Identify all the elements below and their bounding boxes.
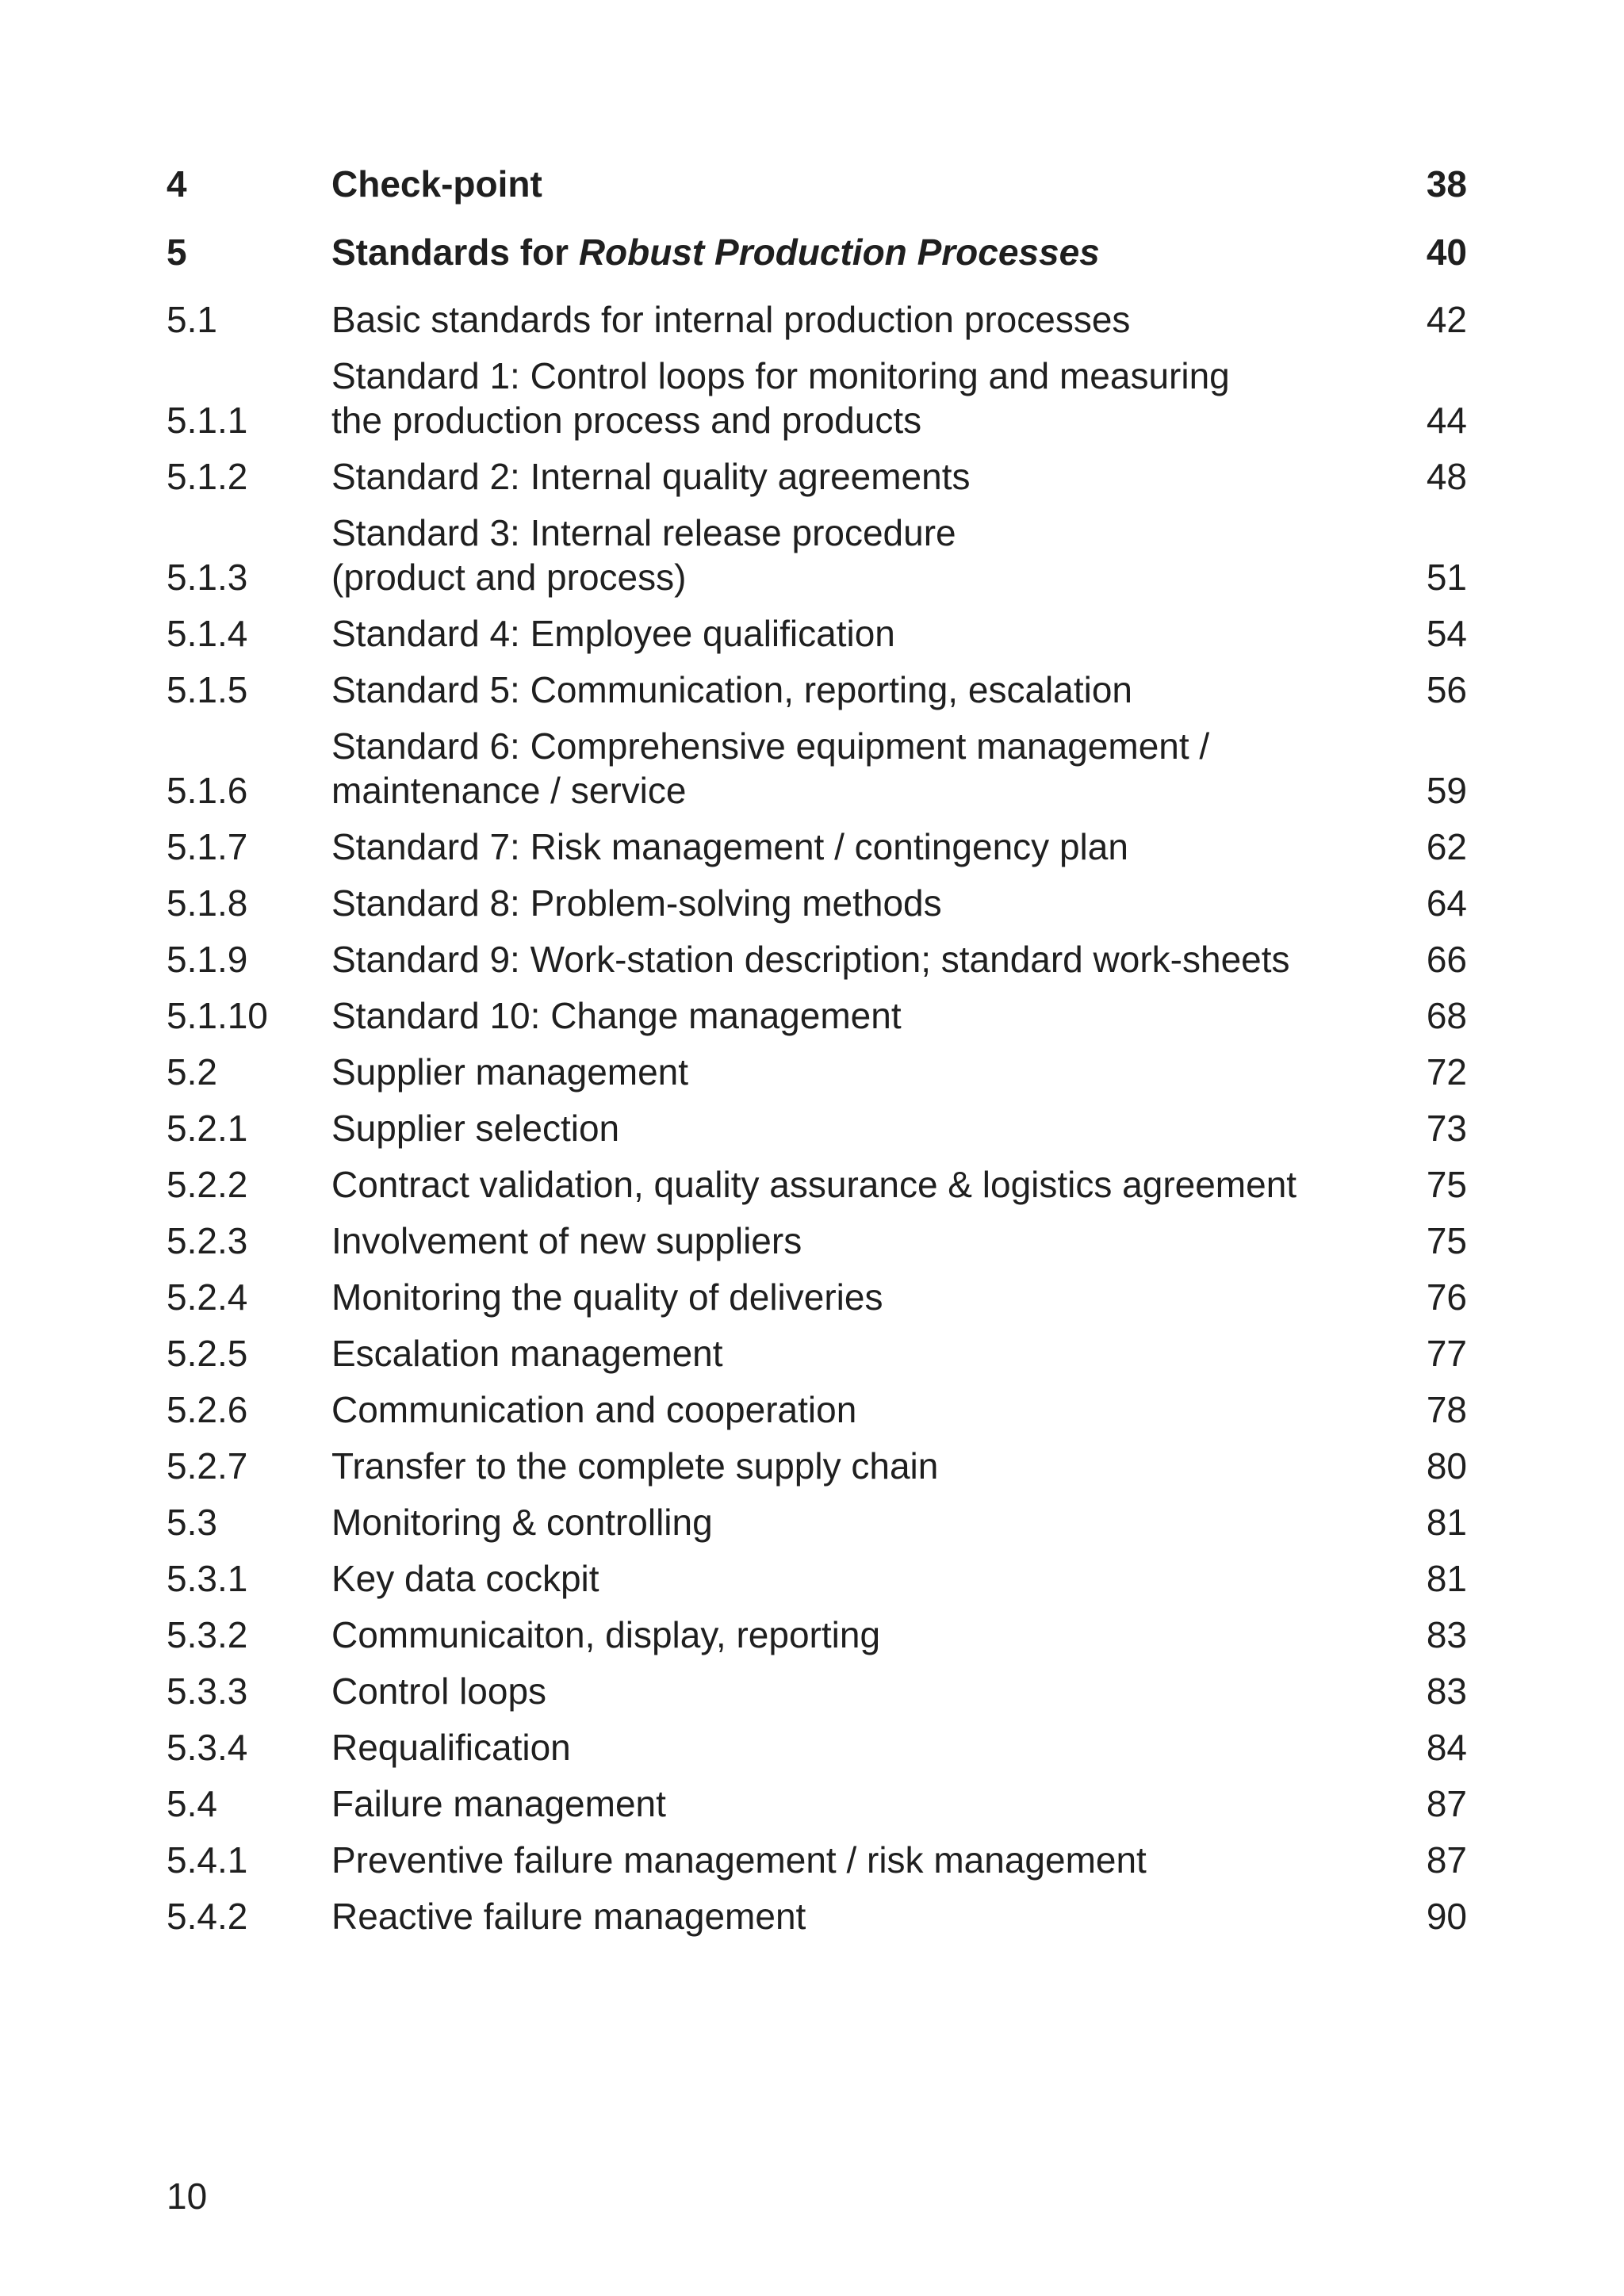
toc-entry-title-emphasis: Robust Production Processes (578, 232, 1100, 273)
toc-entry (167, 1162, 1467, 1207)
toc-entry-title (331, 881, 1380, 925)
toc-entry-page: 78 (1426, 1389, 1467, 1430)
toc-entry-title-line: maintenance / service (331, 770, 687, 811)
toc-entry-page: 38 (1426, 163, 1467, 205)
toc-entry-title (331, 993, 1380, 1038)
toc-entry-title (331, 1894, 1380, 1938)
toc-entry (167, 1669, 1467, 1713)
toc-entry-title-line: Standard 7: Risk management / contingency plan (331, 826, 1128, 867)
toc-entry-number: 5.2.5 (167, 1333, 248, 1374)
toc-entry-title-line: Supplier management (331, 1051, 689, 1093)
toc-entry-number: 5.1.9 (167, 939, 248, 980)
toc-entry (167, 1838, 1467, 1882)
toc-entry-title-line: Failure management (331, 1783, 666, 1824)
toc-entry-title-line: Monitoring the quality of deliveries (331, 1276, 883, 1318)
toc-entry-page: 72 (1426, 1051, 1467, 1093)
toc-entry-page: 75 (1426, 1220, 1467, 1261)
toc-entry-title (331, 1669, 1380, 1713)
toc-entry-title-line: Standard 4: Employee qualification (331, 613, 895, 654)
toc-entry-title-line: Monitoring & controlling (331, 1502, 713, 1543)
toc-entry (167, 1050, 1467, 1094)
toc-entry-page: 80 (1426, 1445, 1467, 1487)
toc-entry-number: 5.1.5 (167, 669, 248, 710)
toc-entry (167, 937, 1467, 982)
toc-entry-title (331, 724, 1380, 813)
toc-entry-title-line: Check-point (331, 163, 542, 205)
toc-entry-number: 5.2.3 (167, 1220, 248, 1261)
toc-entry-title-line: Contract validation, quality assurance & logistics agreement (331, 1164, 1297, 1205)
toc-entry-number: 5.4.2 (167, 1896, 248, 1937)
toc-entry-title-line: Preventive failure management / risk management (331, 1839, 1147, 1881)
toc-entry-number: 5.1.7 (167, 826, 248, 867)
toc-entry-page: 44 (1426, 400, 1467, 441)
toc-entry-title (331, 454, 1380, 499)
toc-entry-title (331, 1838, 1380, 1882)
toc-entry-number: 5.3.4 (167, 1727, 248, 1768)
toc-entry-title (331, 1781, 1380, 1826)
toc-entry (167, 1444, 1467, 1488)
toc-entry-title-line: Standard 1: Control loops for monitoring and measuring (331, 355, 1230, 396)
toc-entry (167, 993, 1467, 1038)
toc-entry (167, 1556, 1467, 1601)
toc-entry-page: 56 (1426, 669, 1467, 710)
table-of-contents (167, 162, 1467, 1950)
toc-entry-number: 5.2.4 (167, 1276, 248, 1318)
toc-entry-title-line: Communicaiton, display, reporting (331, 1614, 881, 1655)
toc-entry-title-line: Key data cockpit (331, 1558, 599, 1599)
toc-entry (167, 1781, 1467, 1826)
toc-entry (167, 1500, 1467, 1544)
toc-entry (167, 1331, 1467, 1376)
toc-entry-title (331, 1219, 1380, 1263)
toc-entry-number: 4 (167, 163, 187, 205)
toc-entry-number: 5.3 (167, 1502, 217, 1543)
toc-entry-title (331, 1500, 1380, 1544)
toc-entry-title-line: Transfer to the complete supply chain (331, 1445, 939, 1487)
toc-entry-number: 5.1.4 (167, 613, 248, 654)
toc-entry (167, 230, 1467, 274)
toc-entry (167, 511, 1467, 599)
toc-entry-number: 5.3.1 (167, 1558, 248, 1599)
toc-entry-number: 5.3.2 (167, 1614, 248, 1655)
toc-entry-page: 83 (1426, 1670, 1467, 1712)
toc-entry-page: 64 (1426, 882, 1467, 924)
toc-entry-page: 90 (1426, 1896, 1467, 1937)
toc-entry-number: 5.2.6 (167, 1389, 248, 1430)
toc-entry (167, 297, 1467, 342)
toc-entry-title-line: Basic standards for internal production processes (331, 299, 1131, 340)
toc-entry-title-line: Standard 9: Work-station description; standard work-sheets (331, 939, 1290, 980)
toc-entry-title-line: (product and process) (331, 557, 687, 598)
toc-entry (167, 1894, 1467, 1938)
toc-entry-title (331, 354, 1380, 442)
toc-entry-title (331, 297, 1380, 342)
toc-entry (167, 668, 1467, 712)
toc-entry-number: 5.4 (167, 1783, 217, 1824)
toc-entry-page: 54 (1426, 613, 1467, 654)
toc-entry-title (331, 511, 1380, 599)
toc-entry (167, 454, 1467, 499)
toc-entry-page: 75 (1426, 1164, 1467, 1205)
toc-entry-page: 77 (1426, 1333, 1467, 1374)
toc-entry-title (331, 825, 1380, 869)
toc-entry-title-line: Standard 3: Internal release procedure (331, 512, 956, 553)
toc-entry-number: 5.2 (167, 1051, 217, 1093)
toc-entry-number: 5.4.1 (167, 1839, 248, 1881)
toc-entry (167, 1275, 1467, 1319)
page-number: 10 (167, 2175, 208, 2217)
toc-entry-number: 5.2.2 (167, 1164, 248, 1205)
toc-entry-title (331, 1725, 1380, 1770)
toc-entry-page: 83 (1426, 1614, 1467, 1655)
toc-entry-title-line: Escalation management (331, 1333, 723, 1374)
toc-entry-title (331, 937, 1380, 982)
toc-entry (167, 1725, 1467, 1770)
toc-entry-number: 5.1.6 (167, 770, 248, 811)
toc-entry-title (331, 162, 1380, 206)
toc-entry-title-line: Standard 5: Communication, reporting, escalation (331, 669, 1133, 710)
toc-entry (167, 1106, 1467, 1150)
toc-entry (167, 1219, 1467, 1263)
toc-entry (167, 1613, 1467, 1657)
toc-entry-title-line: Standard 8: Problem-solving methods (331, 882, 942, 924)
toc-entry-page: 76 (1426, 1276, 1467, 1318)
toc-entry-title-line: Involvement of new suppliers (331, 1220, 802, 1261)
toc-entry-title-line: Requalification (331, 1727, 571, 1768)
toc-entry-page: 51 (1426, 557, 1467, 598)
toc-entry-page: 87 (1426, 1783, 1467, 1824)
toc-entry-page: 73 (1426, 1108, 1467, 1149)
toc-entry-title (331, 611, 1380, 656)
toc-entry (167, 825, 1467, 869)
toc-entry-page: 84 (1426, 1727, 1467, 1768)
toc-entry-page: 66 (1426, 939, 1467, 980)
toc-entry-title-line: Reactive failure management (331, 1896, 806, 1937)
toc-entry-number: 5.1 (167, 299, 217, 340)
toc-entry-number: 5.1.1 (167, 400, 248, 441)
toc-entry-title-line: Standard 10: Change management (331, 995, 902, 1036)
toc-entry-title-line: the production process and products (331, 400, 922, 441)
toc-entry-number: 5.1.3 (167, 557, 248, 598)
toc-entry-title-line: Standard 6: Comprehensive equipment management / (331, 725, 1210, 767)
toc-entry-title-line: Communication and cooperation (331, 1389, 857, 1430)
toc-entry-title (331, 230, 1380, 274)
toc-entry-page: 81 (1426, 1558, 1467, 1599)
toc-entry-page: 81 (1426, 1502, 1467, 1543)
toc-entry-title (331, 1613, 1380, 1657)
toc-entry-title (331, 1556, 1380, 1601)
toc-entry (167, 724, 1467, 813)
toc-entry-title (331, 1387, 1380, 1432)
toc-entry-page: 62 (1426, 826, 1467, 867)
toc-entry-page: 42 (1426, 299, 1467, 340)
toc-entry-title (331, 1275, 1380, 1319)
toc-entry-number: 5.2.1 (167, 1108, 248, 1149)
toc-entry-number: 5.1.8 (167, 882, 248, 924)
toc-entry-title (331, 1444, 1380, 1488)
toc-entry-number: 5.1.2 (167, 456, 248, 497)
toc-entry-page: 87 (1426, 1839, 1467, 1881)
toc-entry-title (331, 1106, 1380, 1150)
toc-entry-number: 5.2.7 (167, 1445, 248, 1487)
toc-entry-number: 5.3.3 (167, 1670, 248, 1712)
toc-entry (167, 611, 1467, 656)
toc-entry-title-line: Supplier selection (331, 1108, 620, 1149)
toc-entry-title-prefix: Standards for (331, 232, 579, 273)
toc-entry-page: 48 (1426, 456, 1467, 497)
toc-entry-page: 68 (1426, 995, 1467, 1036)
toc-entry-title-line: Control loops (331, 1670, 547, 1712)
toc-entry-title (331, 1162, 1380, 1207)
toc-entry-title (331, 1050, 1380, 1094)
toc-entry-page: 40 (1426, 232, 1467, 273)
toc-entry-title-line: Standard 2: Internal quality agreements (331, 456, 971, 497)
toc-entry (167, 881, 1467, 925)
toc-entry-title (331, 1331, 1380, 1376)
toc-entry-page: 59 (1426, 770, 1467, 811)
toc-entry-title (331, 668, 1380, 712)
toc-entry (167, 162, 1467, 206)
toc-entry (167, 1387, 1467, 1432)
toc-entry-number: 5 (167, 232, 187, 273)
toc-entry (167, 354, 1467, 442)
toc-entry-number: 5.1.10 (167, 995, 268, 1036)
